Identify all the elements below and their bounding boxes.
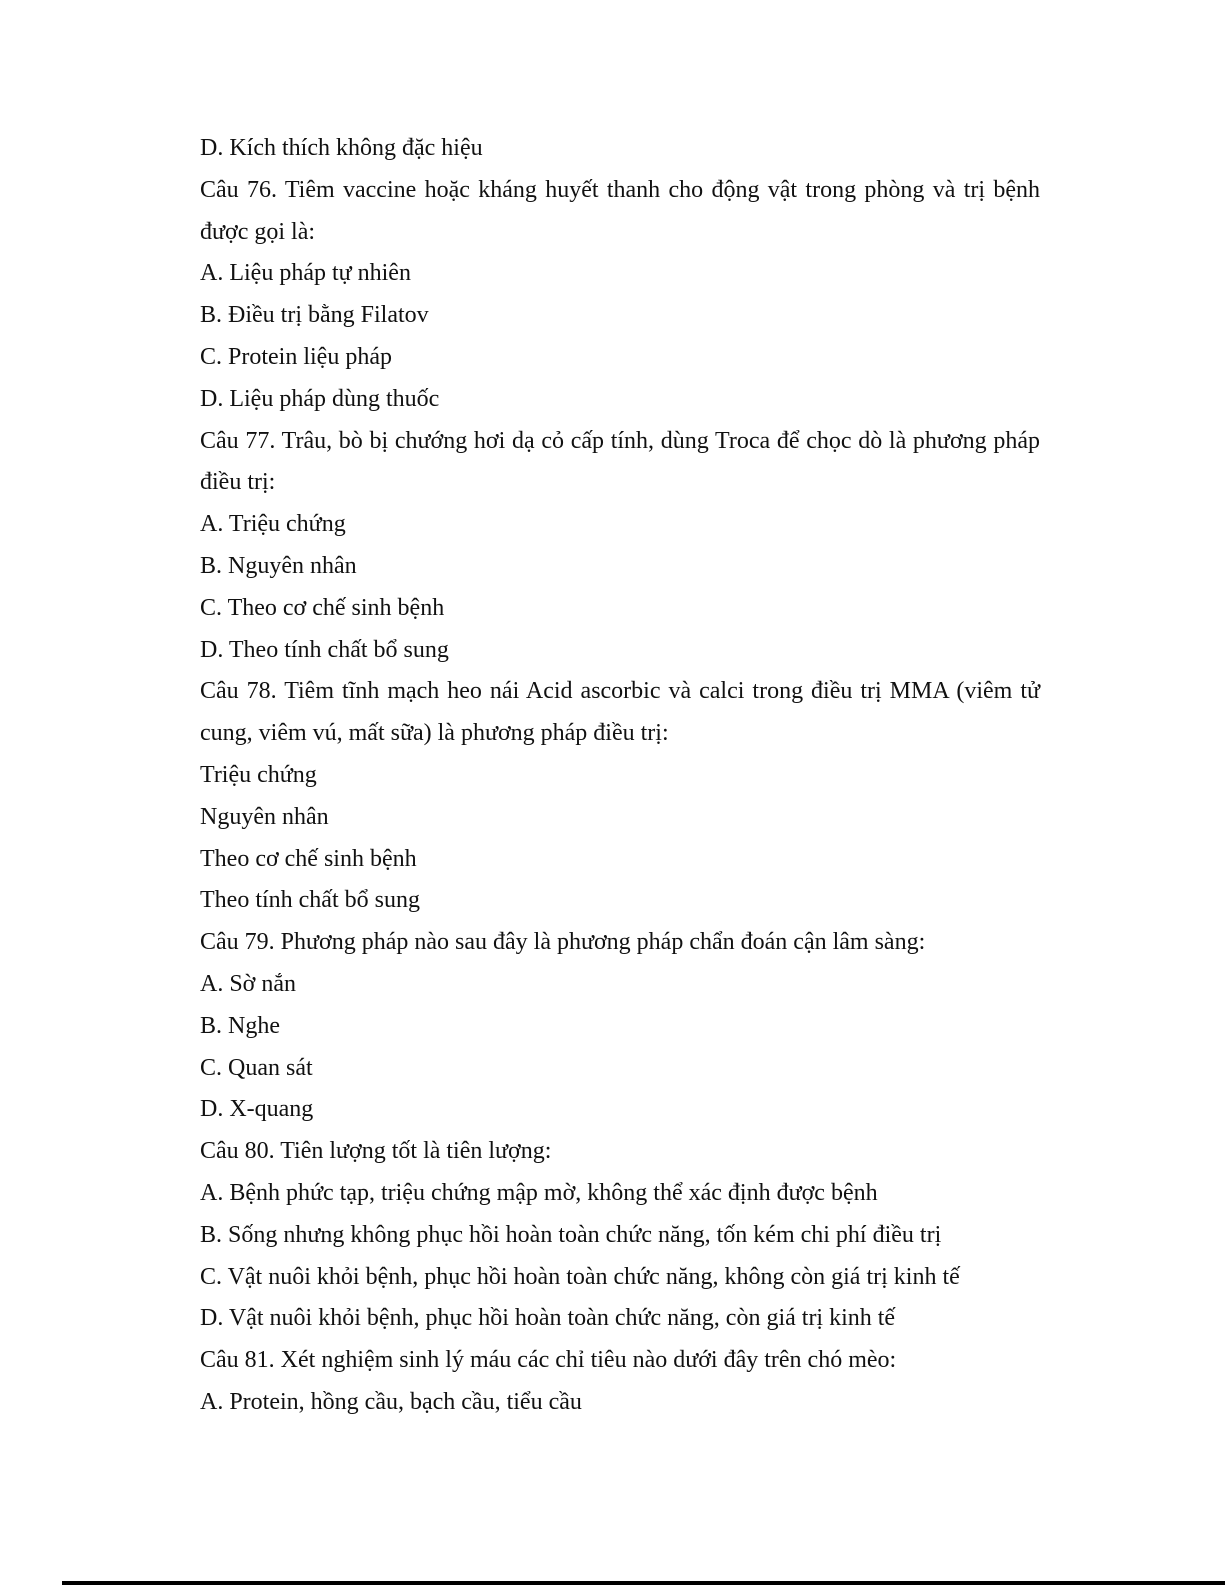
answer-option: B. Nghe xyxy=(200,1012,280,1039)
answer-option: Triệu chứng xyxy=(200,761,317,788)
answer-option: C. Protein liệu pháp xyxy=(200,343,392,370)
page-bottom-border xyxy=(62,1581,1225,1585)
answer-option: A. Sờ nắn xyxy=(200,970,297,997)
answer-option: A. Triệu chứng xyxy=(200,511,346,538)
question-80: Câu 80. Tiên lượng tốt là tiên lượng: xyxy=(200,1138,552,1165)
answer-option: B. Sống nhưng không phục hồi hoàn toàn chức năng, tốn kém chi phí điều trị xyxy=(200,1221,942,1248)
question-76: Câu 76. Tiêm vaccine hoặc kháng huyết thanh cho động vật trong phòng và trị bệnh được gọi là: xyxy=(200,176,1040,245)
answer-option: A. Liệu pháp tự nhiên xyxy=(200,260,411,287)
answer-option: A. Protein, hồng cầu, bạch cầu, tiểu cầu xyxy=(200,1388,582,1415)
answer-option: C. Vật nuôi khỏi bệnh, phục hồi hoàn toàn chức năng, không còn giá trị kinh tế xyxy=(200,1263,960,1290)
answer-option: B. Điều trị bằng Filatov xyxy=(200,302,429,329)
answer-option: Nguyên nhân xyxy=(200,803,329,830)
document-body xyxy=(200,128,1040,1424)
answer-option: A. Bệnh phức tạp, triệu chứng mập mờ, không thể xác định được bệnh xyxy=(200,1179,878,1206)
question-81: Câu 81. Xét nghiệm sinh lý máu các chỉ tiêu nào dưới đây trên chó mèo: xyxy=(200,1347,897,1374)
answer-option: D. X-quang xyxy=(200,1096,314,1123)
answer-option: D. Kích thích không đặc hiệu xyxy=(200,135,483,161)
answer-option: C. Quan sát xyxy=(200,1054,313,1081)
answer-option: D. Liệu pháp dùng thuốc xyxy=(200,385,440,412)
answer-option: D. Theo tính chất bổ sung xyxy=(200,636,449,663)
answer-option: D. Vật nuôi khỏi bệnh, phục hồi hoàn toàn chức năng, còn giá trị kinh tế xyxy=(200,1305,896,1332)
question-79: Câu 79. Phương pháp nào sau đây là phương pháp chẩn đoán cận lâm sàng: xyxy=(200,929,926,956)
question-77: Câu 77. Trâu, bò bị chướng hơi dạ cỏ cấp tính, dùng Troca để chọc dò là phương pháp điều trị: xyxy=(200,427,1040,496)
answer-option: B. Nguyên nhân xyxy=(200,552,357,579)
question-78: Câu 78. Tiêm tĩnh mạch heo nái Acid ascorbic và calci trong điều trị MMA (viêm tử cung, viêm vú, mất sữa) là phương pháp điều trị: xyxy=(200,678,1040,747)
answer-option: Theo tính chất bổ sung xyxy=(200,887,420,914)
answer-option: Theo cơ chế sinh bệnh xyxy=(200,845,417,872)
answer-option: C. Theo cơ chế sinh bệnh xyxy=(200,594,445,621)
